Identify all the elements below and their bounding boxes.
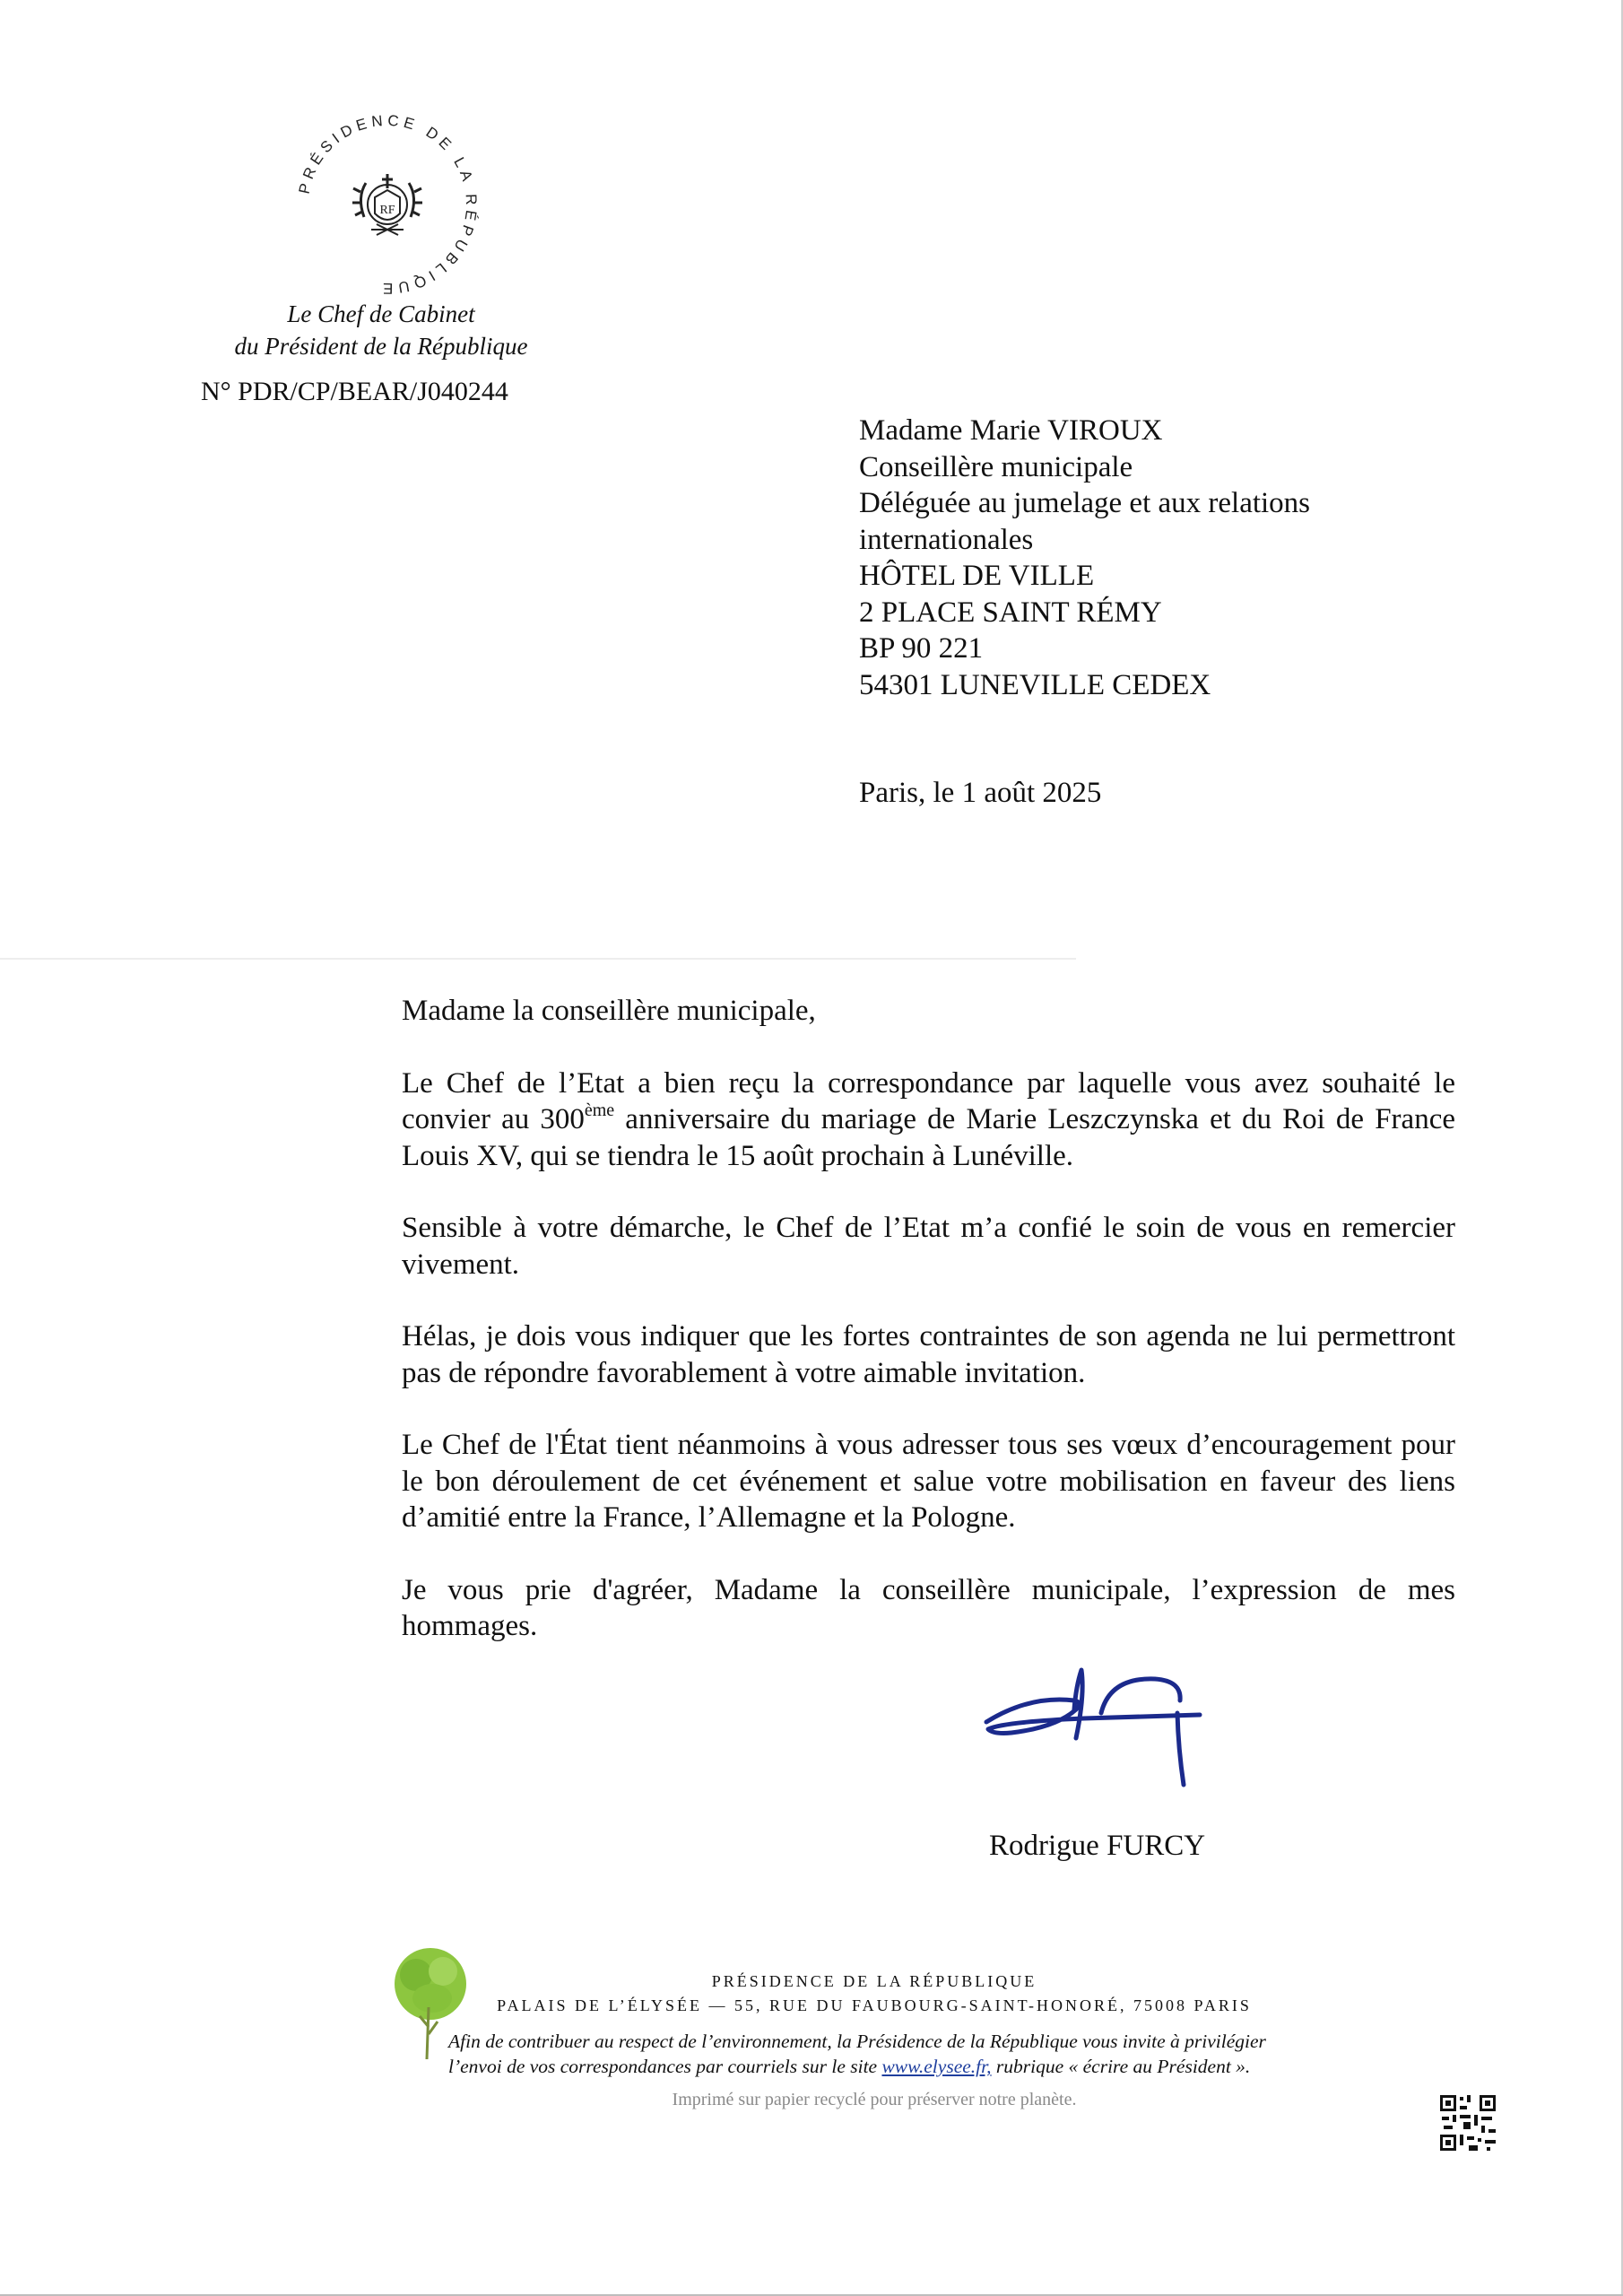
footer-note-text: l’envoi de vos correspondances par courriels sur le site [448, 2056, 882, 2077]
paragraph-2: Sensible à votre démarche, le Chef de l’Etat m’a confié le soin de vous en remercier vivement. [402, 1212, 1455, 1281]
ordinal-superscript: ème [584, 1100, 615, 1120]
recipient-line: BP 90 221 [859, 632, 984, 665]
footer-note-line2 [448, 2054, 1327, 2079]
recipient-line: internationales [859, 523, 1034, 556]
recipient-line: 54301 LUNEVILLE CEDEX [859, 668, 1211, 701]
footer-note-text-end: rubrique « écrire au Président ». [991, 2056, 1251, 2077]
footer-street: PALAIS DE L’ÉLYSÉE — 55, RUE DU FAUBOURG-SAINT-HONORÉ, 75008 PARIS [497, 1996, 1252, 2014]
recipient-address [859, 413, 1310, 703]
presidential-seal-icon [294, 111, 481, 298]
qr-code-icon [1438, 2093, 1497, 2152]
recycle-notice: Imprimé sur papier recyclé pour préserver notre planète. [672, 2090, 1077, 2109]
reference-number: N° PDR/CP/BEAR/J040244 [201, 377, 508, 406]
greeting: Madame la conseillère municipale, [402, 995, 816, 1027]
fold-line [0, 958, 1076, 960]
recipient-line: 2 PLACE SAINT RÉMY [859, 596, 1162, 629]
footer-note-line1: Afin de contribuer au respect de l’environnement, la Présidence de la République vous invite à privilégier [448, 2031, 1266, 2052]
paragraph-1 [402, 1065, 1455, 1175]
recipient-line: HÔTEL DE VILLE [859, 560, 1095, 592]
paragraph-1-start: Le Chef de l’Etat a bien reçu la correspondance par laquelle vous avez souhaité le convier au 300 [402, 1066, 1455, 1135]
recipient-line: Conseillère municipale [859, 450, 1133, 483]
elysee-link[interactable]: www.elysee.fr, [881, 2056, 992, 2077]
svg-text:RF: RF [379, 204, 395, 217]
letter-body [402, 993, 1455, 1681]
paragraph-5: Je vous prie d'agréer, Madame la conseillère municipale, l’expression de mes hommages. [402, 1573, 1455, 1642]
recipient-line: Madame Marie VIROUX [859, 414, 1163, 447]
footer-note [448, 2029, 1327, 2079]
seal-text: PRÉSIDENCE DE LA RÉPUBLIQUE [295, 111, 481, 298]
date-line: Paris, le 1 août 2025 [859, 777, 1102, 809]
paragraph-3: Hélas, je dois vous indiquer que les fortes contraintes de son agenda ne lui permettront pas de répondre favorablement à votre aimable invitation. [402, 1320, 1455, 1389]
sender-title-line1: Le Chef de Cabinet [287, 300, 475, 327]
signer-name: Rodrigue FURCY [989, 1830, 1206, 1862]
sender-title [152, 298, 610, 362]
handwritten-signature [976, 1659, 1236, 1803]
paragraph-4: Le Chef de l'État tient néanmoins à vous adresser tous ses vœux d’encouragement pour le bon déroulement de cet événement et salue votre mobilisation en faveur des liens d’amitié entre la France, l’Allemagne et la Pologne. [402, 1429, 1455, 1534]
footer-org: PRÉSIDENCE DE LA RÉPUBLIQUE [711, 1972, 1037, 1990]
sender-title-line2: du Président de la République [234, 333, 528, 360]
recipient-line: Déléguée au jumelage et aux relations [859, 487, 1311, 519]
paragraph-1-end: anniversaire du mariage de Marie Leszczynska et du Roi de France Louis XV, qui se tiendra le 15 août prochain à Lunéville. [402, 1103, 1455, 1172]
footer-address [484, 1970, 1264, 2018]
